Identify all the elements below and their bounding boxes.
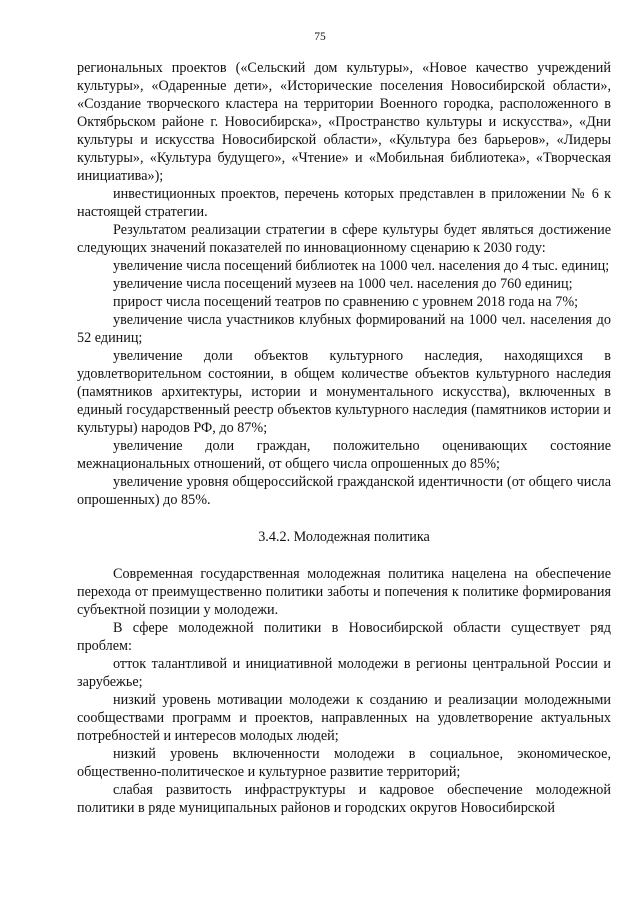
document-body [77, 59, 611, 817]
page-number: 75 [314, 31, 326, 43]
paragraph-theatres-indicator: прирост числа посещений театров по сравнению с уровнем 2018 года на 7%; [113, 294, 579, 310]
paragraph-talent-outflow: отток талантливой и инициативной молодежи в регионы центральной России и зарубежье; [77, 656, 611, 690]
paragraph-youth-problems: В сфере молодежной политики в Новосибирской области существует ряд проблем: [77, 620, 611, 654]
paragraph-clubs-indicator: увеличение числа участников клубных формирований на 1000 чел. населения до 52 единиц; [77, 312, 611, 346]
paragraph-regional-projects: региональных проектов («Сельский дом культуры», «Новое качество учреждений культуры», «Одаренные дети», «Исторические поселения Новосибирской области», «Создание творческого кластера на территории Военного городка, расположенного в Октябрьском районе г. Новосибирска», «Пространство культуры и искусства», «Дни культуры и искусства Новосибирской области», «Культура без барьеров», «Лидеры культуры», «Культура будущего», «Чтение» и «Мобильная библиотека», «Творческая инициатива»); [77, 60, 611, 184]
section-title: 3.4.2. Молодежная политика [258, 529, 430, 545]
paragraph-low-motivation: низкий уровень мотивации молодежи к созданию и реализации молодежными сообществами программ и проектов, направленных на удовлетворение актуальных потребностей и интересов молодых людей; [77, 692, 611, 744]
paragraph-weak-infrastructure: слабая развитость инфраструктуры и кадровое обеспечение молодежной политики в ряде муниципальных районов и городских округов Новосибирской [77, 782, 611, 816]
paragraph-identity-indicator: увеличение уровня общероссийской гражданской идентичности (от общего числа опрошенных) до 85%. [77, 474, 611, 508]
paragraph-heritage-indicator: увеличение доли объектов культурного наследия, находящихся в удовлетворительном состоянии, в общем количестве объектов культурного наследия (памятников архитектуры, истории и монументального искусства), включенных в единый государственный реестр объектов культурного наследия (памятников истории и культуры) народов РФ, до 87%; [77, 348, 611, 436]
paragraph-culture-results: Результатом реализации стратегии в сфере культуры будет являться достижение следующих значений показателей по инновационному сценарию к 2030 году: [77, 222, 611, 256]
paragraph-libraries-indicator: увеличение числа посещений библиотек на 1000 чел. населения до 4 тыс. единиц; [113, 258, 610, 274]
paragraph-investment-projects: инвестиционных проектов, перечень которых представлен в приложении № 6 к настоящей стратегии. [77, 186, 611, 220]
paragraph-interethnic-indicator: увеличение доли граждан, положительно оценивающих состояние межнациональных отношений, от общего числа опрошенных до 85%; [77, 438, 611, 472]
paragraph-youth-policy-intro: Современная государственная молодежная политика нацелена на обеспечение перехода от преимущественно политики заботы и попечения к политике формирования субъектной позиции у молодежи. [77, 566, 611, 618]
paragraph-museums-indicator: увеличение числа посещений музеев на 1000 чел. населения до 760 единиц; [113, 276, 573, 292]
paragraph-low-involvement: низкий уровень включенности молодежи в социальное, экономическое, общественно-политическое и культурное развитие территорий; [77, 746, 611, 780]
